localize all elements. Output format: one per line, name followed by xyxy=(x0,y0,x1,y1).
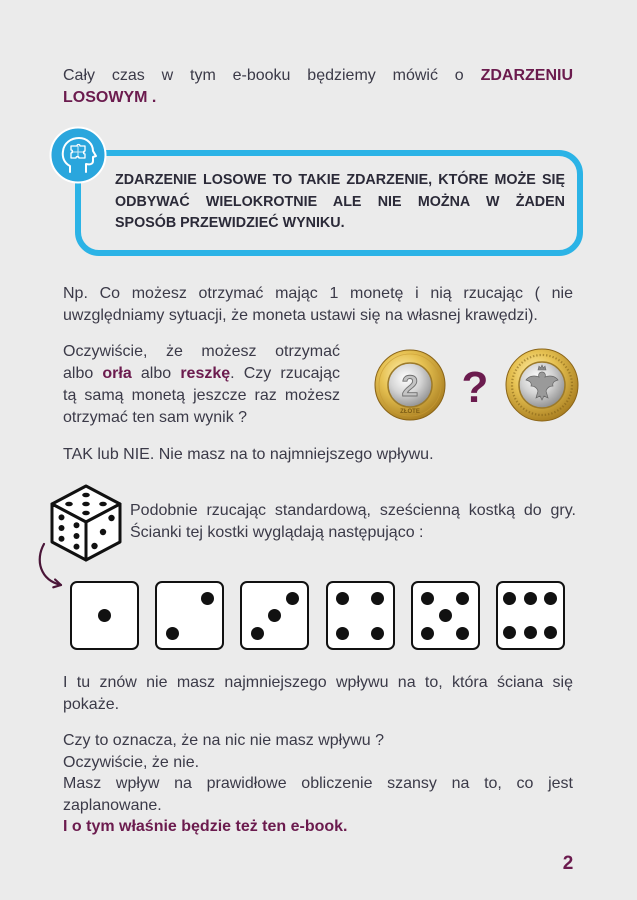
closing-line: I o tym właśnie będzie też ten e-book. xyxy=(63,818,348,835)
paragraph-line: uwzględniamy sytuacji, że moneta ustawi się na własnej krawędzi). xyxy=(63,307,538,324)
die-face xyxy=(240,581,309,650)
dice-faces-row xyxy=(70,581,565,650)
coin-question-paragraph xyxy=(63,341,340,429)
paragraph-line: Masz wpływ na prawidłowe obliczenie szansy na to, co jest xyxy=(63,775,573,792)
paragraph-line: Podobnie rzucając standardową, sześcienną kostką do gry. xyxy=(130,502,576,519)
text-segment: albo xyxy=(63,365,94,382)
intro-paragraph xyxy=(63,65,573,109)
curved-arrow-icon xyxy=(34,540,70,594)
die-pip xyxy=(456,627,469,640)
die-face xyxy=(326,581,395,650)
coin-example-paragraph xyxy=(63,283,573,327)
paragraph-line: Np. Co możesz otrzymać mając 1 monetę i nią rzucając ( nie xyxy=(63,285,573,302)
paragraph-line: Czy to oznacza, że na nic nie masz wpływu ? xyxy=(63,732,385,749)
coin-label: ZŁOTE xyxy=(400,409,420,415)
paragraph-line: I tu znów nie masz najmniejszego wpływu na to, która ściana się xyxy=(63,674,573,691)
paragraph-line: otrzymać ten sam wynik ? xyxy=(63,409,248,426)
head-puzzle-icon xyxy=(48,125,108,185)
paragraph-line: pokaże. xyxy=(63,696,120,713)
die-pip xyxy=(421,627,434,640)
die-pip xyxy=(251,627,264,640)
die-pip xyxy=(336,592,349,605)
paragraph-line xyxy=(63,363,340,385)
intro-highlight: LOSOWYM . xyxy=(63,89,157,106)
text-segment: . Czy rzucając xyxy=(230,365,341,382)
die-face xyxy=(496,581,565,650)
paragraph-line: tą samą monetą jeszcze raz możesz xyxy=(63,387,340,404)
die-pip xyxy=(371,592,384,605)
eagle-coin-icon xyxy=(505,348,579,422)
conclusion-paragraph xyxy=(63,730,573,838)
die-pip xyxy=(98,609,111,622)
definition-line: ODBYWAĆ WIELOKROTNIE ALE NIE MOŻNA W ŻADEN xyxy=(115,193,565,210)
definition-text xyxy=(115,170,565,235)
die-pip xyxy=(524,626,537,639)
intro-line xyxy=(63,87,573,109)
intro-text: Cały czas w tym e-booku będziemy mówić o xyxy=(63,67,464,84)
die-pip xyxy=(286,592,299,605)
die-pip xyxy=(524,592,537,605)
text-segment: albo xyxy=(140,365,172,382)
die-face xyxy=(155,581,224,650)
die-pip xyxy=(544,626,557,639)
highlight-tails: reszkę xyxy=(180,365,231,382)
die-pip xyxy=(544,592,557,605)
die-pip xyxy=(268,609,281,622)
highlight-heads: orła xyxy=(102,365,132,382)
die-pip xyxy=(421,592,434,605)
coin-face-value: 2 xyxy=(401,370,419,403)
paragraph-line: TAK lub NIE. Nie masz na to najmniejszego wpływu. xyxy=(63,446,434,463)
paragraph-line: zaplanowane. xyxy=(63,796,162,814)
die-face xyxy=(70,581,139,650)
dice-intro-paragraph xyxy=(130,500,576,544)
definition-line: SPOSÓB PRZEWIDZIEĆ WYNIKU. xyxy=(115,215,345,231)
die-pip xyxy=(439,609,452,622)
answer-paragraph xyxy=(63,444,573,466)
definition-line: ZDARZENIE LOSOWE TO TAKIE ZDARZENIE, KTÓRE MOŻE SIĘ xyxy=(115,172,565,188)
die-pip xyxy=(336,627,349,640)
intro-line xyxy=(63,65,573,87)
paragraph-line: Ścianki tej kostki wyglądają następująco : xyxy=(130,524,424,541)
die-pip xyxy=(503,592,516,605)
paragraph-line: Oczywiście, że nie. xyxy=(63,753,200,771)
intro-highlight: ZDARZENIU xyxy=(480,67,573,84)
question-mark: ? xyxy=(461,363,489,412)
two-zloty-coin-icon xyxy=(374,349,446,421)
die-pip xyxy=(371,627,384,640)
die-face xyxy=(411,581,480,650)
die-pip xyxy=(166,627,179,640)
die-pip xyxy=(503,626,516,639)
dice-outcome-paragraph xyxy=(63,672,573,716)
die-pip xyxy=(201,592,214,605)
paragraph-line: Oczywiście, że możesz otrzymać xyxy=(63,343,340,360)
die-pip xyxy=(456,592,469,605)
page-number: 2 xyxy=(562,853,574,874)
